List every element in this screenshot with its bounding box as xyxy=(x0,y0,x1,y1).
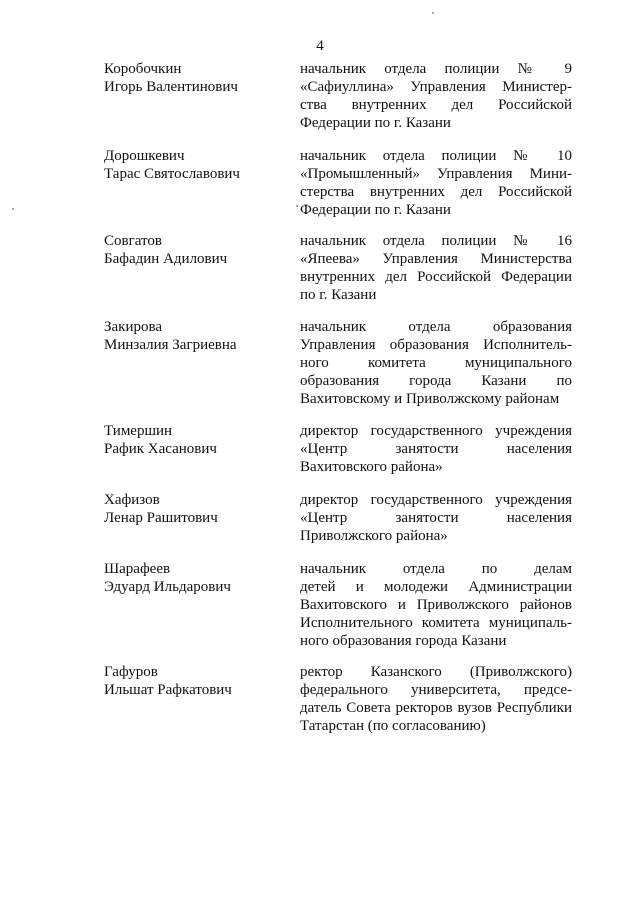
person-name xyxy=(104,560,294,596)
role-line: Приволжского района» xyxy=(300,528,448,544)
role-line: стерства внутренних дел Российской xyxy=(300,184,572,200)
person-name xyxy=(104,663,294,699)
surname: Шарафеев xyxy=(104,561,171,577)
role-line: «Сафиуллина» Управления Министер- xyxy=(300,79,572,95)
role-line: «Центр занятости населения xyxy=(300,441,572,457)
role-line: «Япеева» Управления Министерства xyxy=(300,251,572,267)
given-names: Ленар Рашитович xyxy=(104,510,218,526)
given-names: Ильшат Рафкатович xyxy=(104,682,232,698)
role-line: директор государственного учреждения xyxy=(300,423,572,439)
role-line: по г. Казани xyxy=(300,287,377,303)
scan-speck xyxy=(12,208,14,210)
surname: Хафизов xyxy=(104,492,160,508)
role-line: образования города Казани по xyxy=(300,373,572,389)
scan-speck xyxy=(432,12,434,14)
surname: Совгатов xyxy=(104,233,162,249)
position-description xyxy=(300,663,572,735)
surname: Тимершин xyxy=(104,423,173,439)
role-line: внутренних дел Российской Федерации xyxy=(300,269,572,285)
given-names: Бафадин Адилович xyxy=(104,251,228,267)
role-line: начальник отдела образования xyxy=(300,319,572,335)
given-names: Рафик Хасанович xyxy=(104,441,217,457)
role-line: начальник отдела полиции № 16 xyxy=(300,233,572,249)
role-line: начальник отдела полиции № 9 xyxy=(300,61,572,77)
position-description xyxy=(300,147,572,219)
position-description xyxy=(300,491,572,545)
role-line: Управления образования Исполнитель- xyxy=(300,337,572,353)
role-line: ного образования города Казани xyxy=(300,633,507,649)
position-description xyxy=(300,232,572,304)
role-line: Вахитовского района» xyxy=(300,459,443,475)
role-line: ректор Казанского (Приволжского) xyxy=(300,664,572,680)
role-line: Федерации по г. Казани xyxy=(300,202,451,218)
role-line: Татарстан (по согласованию) xyxy=(300,718,486,734)
surname: Дорошкевич xyxy=(104,148,185,164)
given-names: Игорь Валентинович xyxy=(104,79,238,95)
role-line: «Промышленный» Управления Мини- xyxy=(300,166,572,182)
person-name xyxy=(104,422,294,458)
position-description xyxy=(300,560,572,650)
position-description xyxy=(300,60,572,132)
given-names: Эдуард Ильдарович xyxy=(104,579,231,595)
person-name xyxy=(104,232,294,268)
role-line: Федерации по г. Казани xyxy=(300,115,451,131)
role-line: ного комитета муниципального xyxy=(300,355,572,371)
person-name xyxy=(104,147,294,183)
person-name xyxy=(104,491,294,527)
person-name xyxy=(104,318,294,354)
role-line: детей и молодежи Администрации xyxy=(300,579,572,595)
scan-speck xyxy=(296,205,298,207)
role-line: Вахитовскому и Приволжскому районам xyxy=(300,391,560,407)
role-line: «Центр занятости населения xyxy=(300,510,572,526)
surname: Коробочкин xyxy=(104,61,182,77)
role-line: датель Совета ректоров вузов Республики xyxy=(300,700,572,716)
surname: Гафуров xyxy=(104,664,158,680)
given-names: Тарас Святославович xyxy=(104,166,240,182)
role-line: начальник отдела полиции № 10 xyxy=(300,148,572,164)
surname: Закирова xyxy=(104,319,163,335)
position-description xyxy=(300,318,572,408)
role-line: федерального университета, предсе- xyxy=(300,682,572,698)
given-names: Минзалия Загриевна xyxy=(104,337,237,353)
person-name xyxy=(104,60,294,96)
role-line: начальник отдела по делам xyxy=(300,561,572,577)
role-line: Вахитовского и Приволжского районов xyxy=(300,597,572,613)
position-description xyxy=(300,422,572,476)
page-number: 4 xyxy=(316,38,324,54)
role-line: директор государственного учреждения xyxy=(300,492,572,508)
role-line: Исполнительного комитета муниципаль- xyxy=(300,615,572,631)
role-line: ства внутренних дел Российской xyxy=(300,97,572,113)
